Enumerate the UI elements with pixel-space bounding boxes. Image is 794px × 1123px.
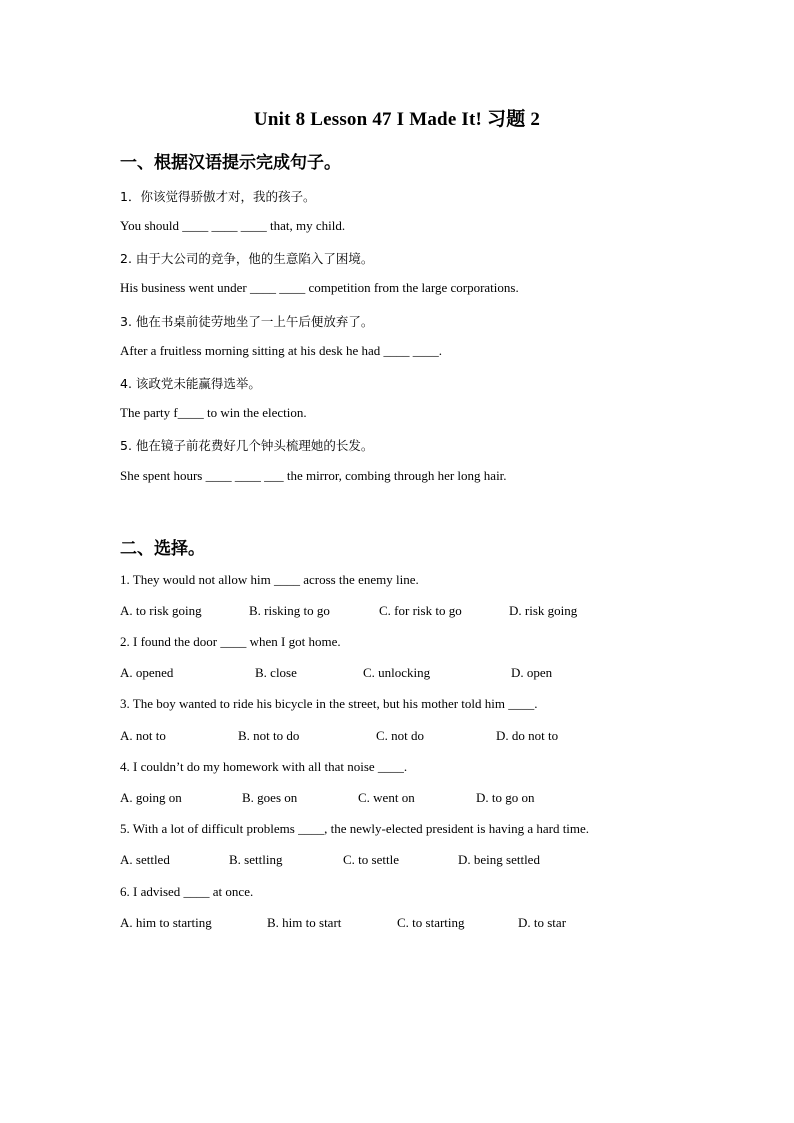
s2-q4-option-b: B. goes on — [242, 790, 298, 805]
s2-q6-text: 6. I advised ____ at once. — [120, 884, 254, 899]
s2-q2-option-a: A. opened — [120, 665, 174, 680]
s2-q3-text: 3. The boy wanted to ride his bicycle in the street, but his mother told him ____. — [120, 696, 538, 711]
s2-q4-option-d: D. to go on — [476, 790, 535, 805]
s2-q6-option-c: C. to starting — [397, 915, 465, 930]
s2-q1-option-d: D. risk going — [509, 603, 578, 618]
s1-item4-cn: 4. 该政党未能赢得选举。 — [120, 376, 261, 391]
s2-q4-option-a: A. going on — [120, 790, 182, 805]
section2-heading: 二、选择。 — [120, 539, 205, 559]
s2-q1-option-a: A. to risk going — [120, 603, 202, 618]
s2-q1-option-c: C. for risk to go — [379, 603, 462, 618]
s2-q1-option-b: B. risking to go — [249, 603, 330, 618]
s2-q1-text: 1. They would not allow him ____ across the enemy line. — [120, 572, 419, 587]
s1-item5-en: She spent hours ____ ____ ___ the mirror, combing through her long hair. — [120, 468, 507, 483]
s2-q5-text: 5. With a lot of difficult problems ____, the newly-elected president is having a hard time. — [120, 821, 590, 836]
s2-q5-option-d: D. being settled — [458, 852, 540, 867]
s1-item3-en: After a fruitless morning sitting at his desk he had ____ ____. — [120, 343, 443, 358]
s2-q2-option-c: C. unlocking — [363, 665, 431, 680]
s2-q6-option-d: D. to star — [518, 915, 567, 930]
s1-item1-cn: 1．你该觉得骄傲才对，我的孩子。 — [120, 189, 316, 204]
section1-heading: 一、根据汉语提示完成句子。 — [120, 153, 341, 173]
s1-item5-cn: 5. 他在镜子前花费好几个钟头梳理她的长发。 — [120, 438, 374, 453]
s2-q2-option-d: D. open — [511, 665, 553, 680]
s2-q6-option-b: B. him to start — [267, 915, 342, 930]
s2-q5-option-a: A. settled — [120, 852, 170, 867]
s1-item3-cn: 3. 他在书桌前徒劳地坐了一上午后便放弃了。 — [120, 314, 374, 329]
s2-q3-option-c: C. not do — [376, 728, 425, 743]
s2-q6-option-a: A. him to starting — [120, 915, 212, 930]
s2-q5-option-c: C. to settle — [343, 852, 399, 867]
s2-q2-option-b: B. close — [255, 665, 297, 680]
s2-q3-option-a: A. not to — [120, 728, 166, 743]
s1-item1-en: You should ____ ____ ____ that, my child. — [120, 218, 346, 233]
s2-q3-option-d: D. do not to — [496, 728, 559, 743]
s2-q2-text: 2. I found the door ____ when I got home. — [120, 634, 341, 649]
s2-q4-text: 4. I couldn’t do my homework with all that noise ____. — [120, 759, 408, 774]
page-title: Unit 8 Lesson 47 I Made It! 习题 2 — [253, 109, 541, 130]
s1-item2-cn: 2. 由于大公司的竞争，他的生意陷入了困境。 — [120, 251, 374, 266]
s1-item2-en: His business went under ____ ____ competition from the large corporations. — [120, 280, 519, 295]
s1-item4-en: The party f____ to win the election. — [120, 405, 307, 420]
s2-q3-option-b: B. not to do — [238, 728, 300, 743]
s2-q5-option-b: B. settling — [229, 852, 283, 867]
s2-q4-option-c: C. went on — [358, 790, 415, 805]
